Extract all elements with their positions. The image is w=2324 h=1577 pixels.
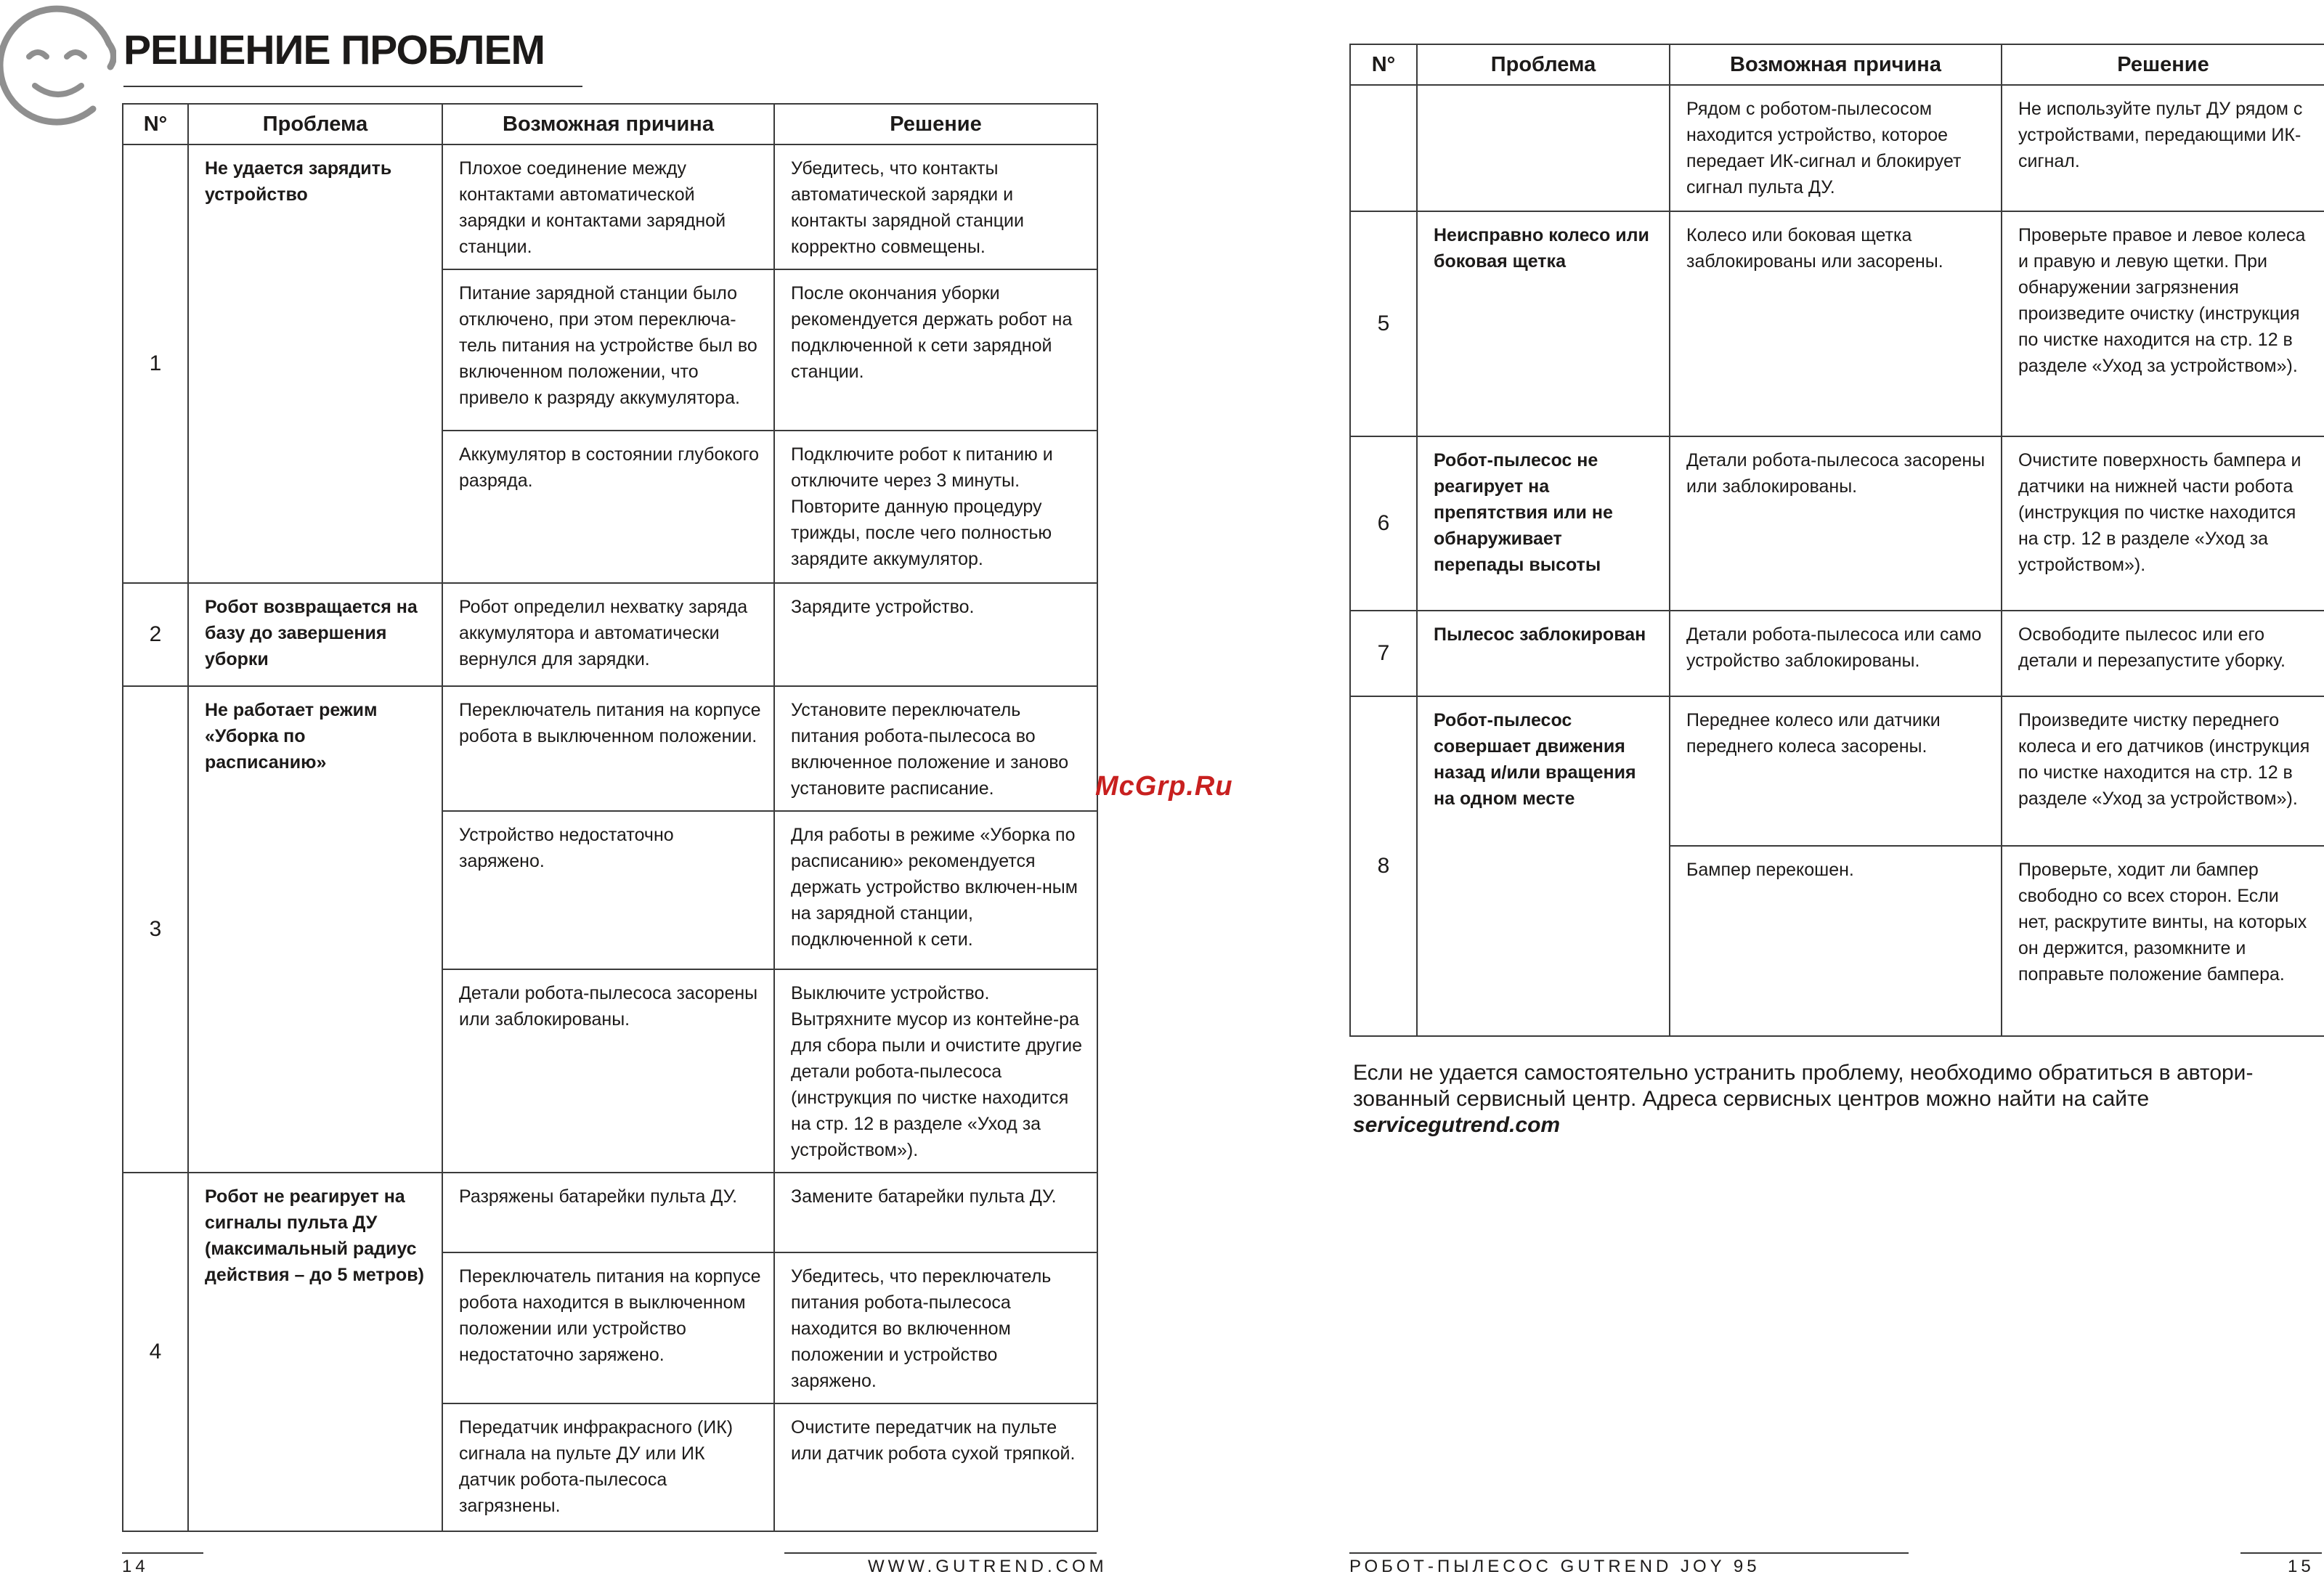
cause-cell: Бампер перекошен. [1670,846,2002,1036]
solution-cell: Произведите чистку переднего колеса и его датчиков (инструкция по чистке находится на стр. 12 в разделе «Уход за устройством»). [2002,696,2324,846]
header-cause: Возможная причина [1670,44,2002,85]
cause-cell: Разряжены батарейки пульта ДУ. [442,1173,774,1252]
cause-cell: Плохое соединение между контактами автоматической зарядки и контактами зарядной станции. [442,144,774,269]
troubleshooting-table-right [1349,44,2324,1037]
cause-cell: Рядом с роботом-пылесосом находится устройство, которое передает ИК-сигнал и блокирует сигнал пульта ДУ. [1670,85,2002,211]
cause-cell: Робот определил нехватку заряда аккумулятора и автоматически вернулся для зарядки. [442,583,774,686]
header-cause: Возможная причина [442,104,774,144]
table-row [123,1173,1097,1252]
problem-cell: Робот не реагирует на сигналы пульта ДУ (максимальный радиус действия – до 5 метров) [188,1173,442,1531]
service-note-text: Если не удается самостоятельно устранить проблему, необходимо обратиться в автори-зованный сервисный центр. Адреса сервисных центров можно найти на сайте [1353,1061,2254,1111]
cause-cell: Детали робота-пылесоса засорены или заблокированы. [1670,436,2002,611]
problem-cell: Не работает режим «Уборка по расписанию» [188,686,442,1173]
cause-cell: Питание зарядной станции было отключено, при этом переключа-тель питания на устройстве был во включенном положении, что привело к разряду аккумулятора. [442,269,774,431]
row-number: 1 [123,144,188,583]
row-number: 4 [123,1173,188,1531]
cause-cell: Детали робота-пылесоса засорены или заблокированы. [442,969,774,1173]
problem-cell: Не удается зарядить устройство [188,144,442,583]
cause-cell: Аккумулятор в состоянии глубокого разряда. [442,431,774,583]
page-number-right: 15 [2288,1557,2315,1576]
row-number [1350,85,1417,211]
solution-cell: Убедитесь, что переключатель питания робота-пылесоса находится во включенном положении и устройство заряжено. [774,1252,1097,1403]
footer-rule-left [122,1552,203,1554]
solution-cell: Освободите пылесос или его детали и перезапустите уборку. [2002,611,2324,696]
smiling-face-logo-icon [0,0,116,131]
footer-rule-product [1349,1552,1909,1554]
header-problem: Проблема [188,104,442,144]
problem-cell [1417,85,1670,211]
solution-cell: Не используйте пульт ДУ рядом с устройствами, передающими ИК-сигнал. [2002,85,2324,211]
cause-cell: Переднее колесо или датчики переднего колеса засорены. [1670,696,2002,846]
cause-cell: Передатчик инфракрасного (ИК) сигнала на пульте ДУ или ИК датчик робота-пылесоса загрязнены. [442,1403,774,1531]
problem-cell: Неисправно колесо или боковая щетка [1417,211,1670,436]
table-row [1350,696,2324,846]
solution-cell: Убедитесь, что контакты автоматической зарядки и контакты зарядной станции корректно совмещены. [774,144,1097,269]
table-row [1350,436,2324,611]
page-number-left: 14 [122,1557,149,1576]
table-row [123,686,1097,811]
solution-cell: Замените батарейки пульта ДУ. [774,1173,1097,1252]
solution-cell: Проверьте, ходит ли бампер свободно со всех сторон. Если нет, раскрутите винты, на которых он держится, разомкните и поправьте положение бампера. [2002,846,2324,1036]
troubleshooting-table-left [122,103,1098,1532]
table-row [1350,211,2324,436]
footer-website: WWW.GUTREND.COM [868,1557,1108,1576]
service-note [1353,1060,2304,1138]
row-number: 6 [1350,436,1417,611]
solution-cell: Выключите устройство. Вытряхните мусор из контейне-ра для сбора пыли и очистите другие детали робота-пылесоса (инструкция по чистке находится на стр. 12 в разделе «Уход за устройством»). [774,969,1097,1173]
footer-rule-right [784,1552,1097,1554]
solution-cell: Очистите передатчик на пульте или датчик робота сухой тряпкой. [774,1403,1097,1531]
row-number: 3 [123,686,188,1173]
cause-cell: Устройство недостаточно заряжено. [442,811,774,969]
footer-rule-page [2240,1552,2322,1554]
watermark: McGrp.Ru [1095,771,1233,802]
header-solution: Решение [774,104,1097,144]
header-num: N° [123,104,188,144]
row-number: 2 [123,583,188,686]
problem-cell: Робот-пылесос не реагирует на препятствия или не обнаруживает перепады высоты [1417,436,1670,611]
solution-cell: Проверьте правое и левое колеса и правую и левую щетки. При обнаружении загрязнения произведите очистку (инструкция по чистке находится на стр. 12 в разделе «Уход за устройством»). [2002,211,2324,436]
cause-cell: Детали робота-пылесоса или само устройство заблокированы. [1670,611,2002,696]
solution-cell: Для работы в режиме «Уборка по расписанию» рекомендуется держать устройство включен-ным на зарядной станции, подключенной к сети. [774,811,1097,969]
page-title: РЕШЕНИЕ ПРОБЛЕМ [123,27,545,73]
footer-product-name: РОБОТ-ПЫЛЕСОС GUTREND JOY 95 [1349,1557,1760,1576]
problem-cell: Робот возвращается на базу до завершения уборки [188,583,442,686]
header-problem: Проблема [1417,44,1670,85]
header-num: N° [1350,44,1417,85]
solution-cell: Зарядите устройство. [774,583,1097,686]
table-row [1350,611,2324,696]
solution-cell: После окончания уборки рекомендуется держать робот на подключенной к сети зарядной станции. [774,269,1097,431]
header-solution: Решение [2002,44,2324,85]
service-center-link[interactable]: servicegutrend.com [1353,1113,1561,1137]
row-number: 8 [1350,696,1417,1036]
table-header-row [123,104,1097,144]
table-row [123,144,1097,269]
cause-cell: Переключатель питания на корпусе робота в выключенном положении. [442,686,774,811]
row-number: 7 [1350,611,1417,696]
problem-cell: Пылесос заблокирован [1417,611,1670,696]
problem-cell: Робот-пылесос совершает движения назад и/или вращения на одном месте [1417,696,1670,1036]
cause-cell: Колесо или боковая щетка заблокированы или засорены. [1670,211,2002,436]
table-row [1350,85,2324,211]
solution-cell: Очистите поверхность бампера и датчики на нижней части робота (инструкция по чистке находится на стр. 12 в разделе «Уход за устройством»). [2002,436,2324,611]
solution-cell: Подключите робот к питанию и отключите через 3 минуты. Повторите данную процедуру трижды, после чего полностью зарядите аккумулятор. [774,431,1097,583]
table-row [123,583,1097,686]
cause-cell: Переключатель питания на корпусе робота находится в выключенном положении или устройство недостаточно заряжено. [442,1252,774,1403]
solution-cell: Установите переключатель питания робота-пылесоса во включенное положение и заново установите расписание. [774,686,1097,811]
row-number: 5 [1350,211,1417,436]
table-header-row [1350,44,2324,85]
title-underline [123,86,582,87]
